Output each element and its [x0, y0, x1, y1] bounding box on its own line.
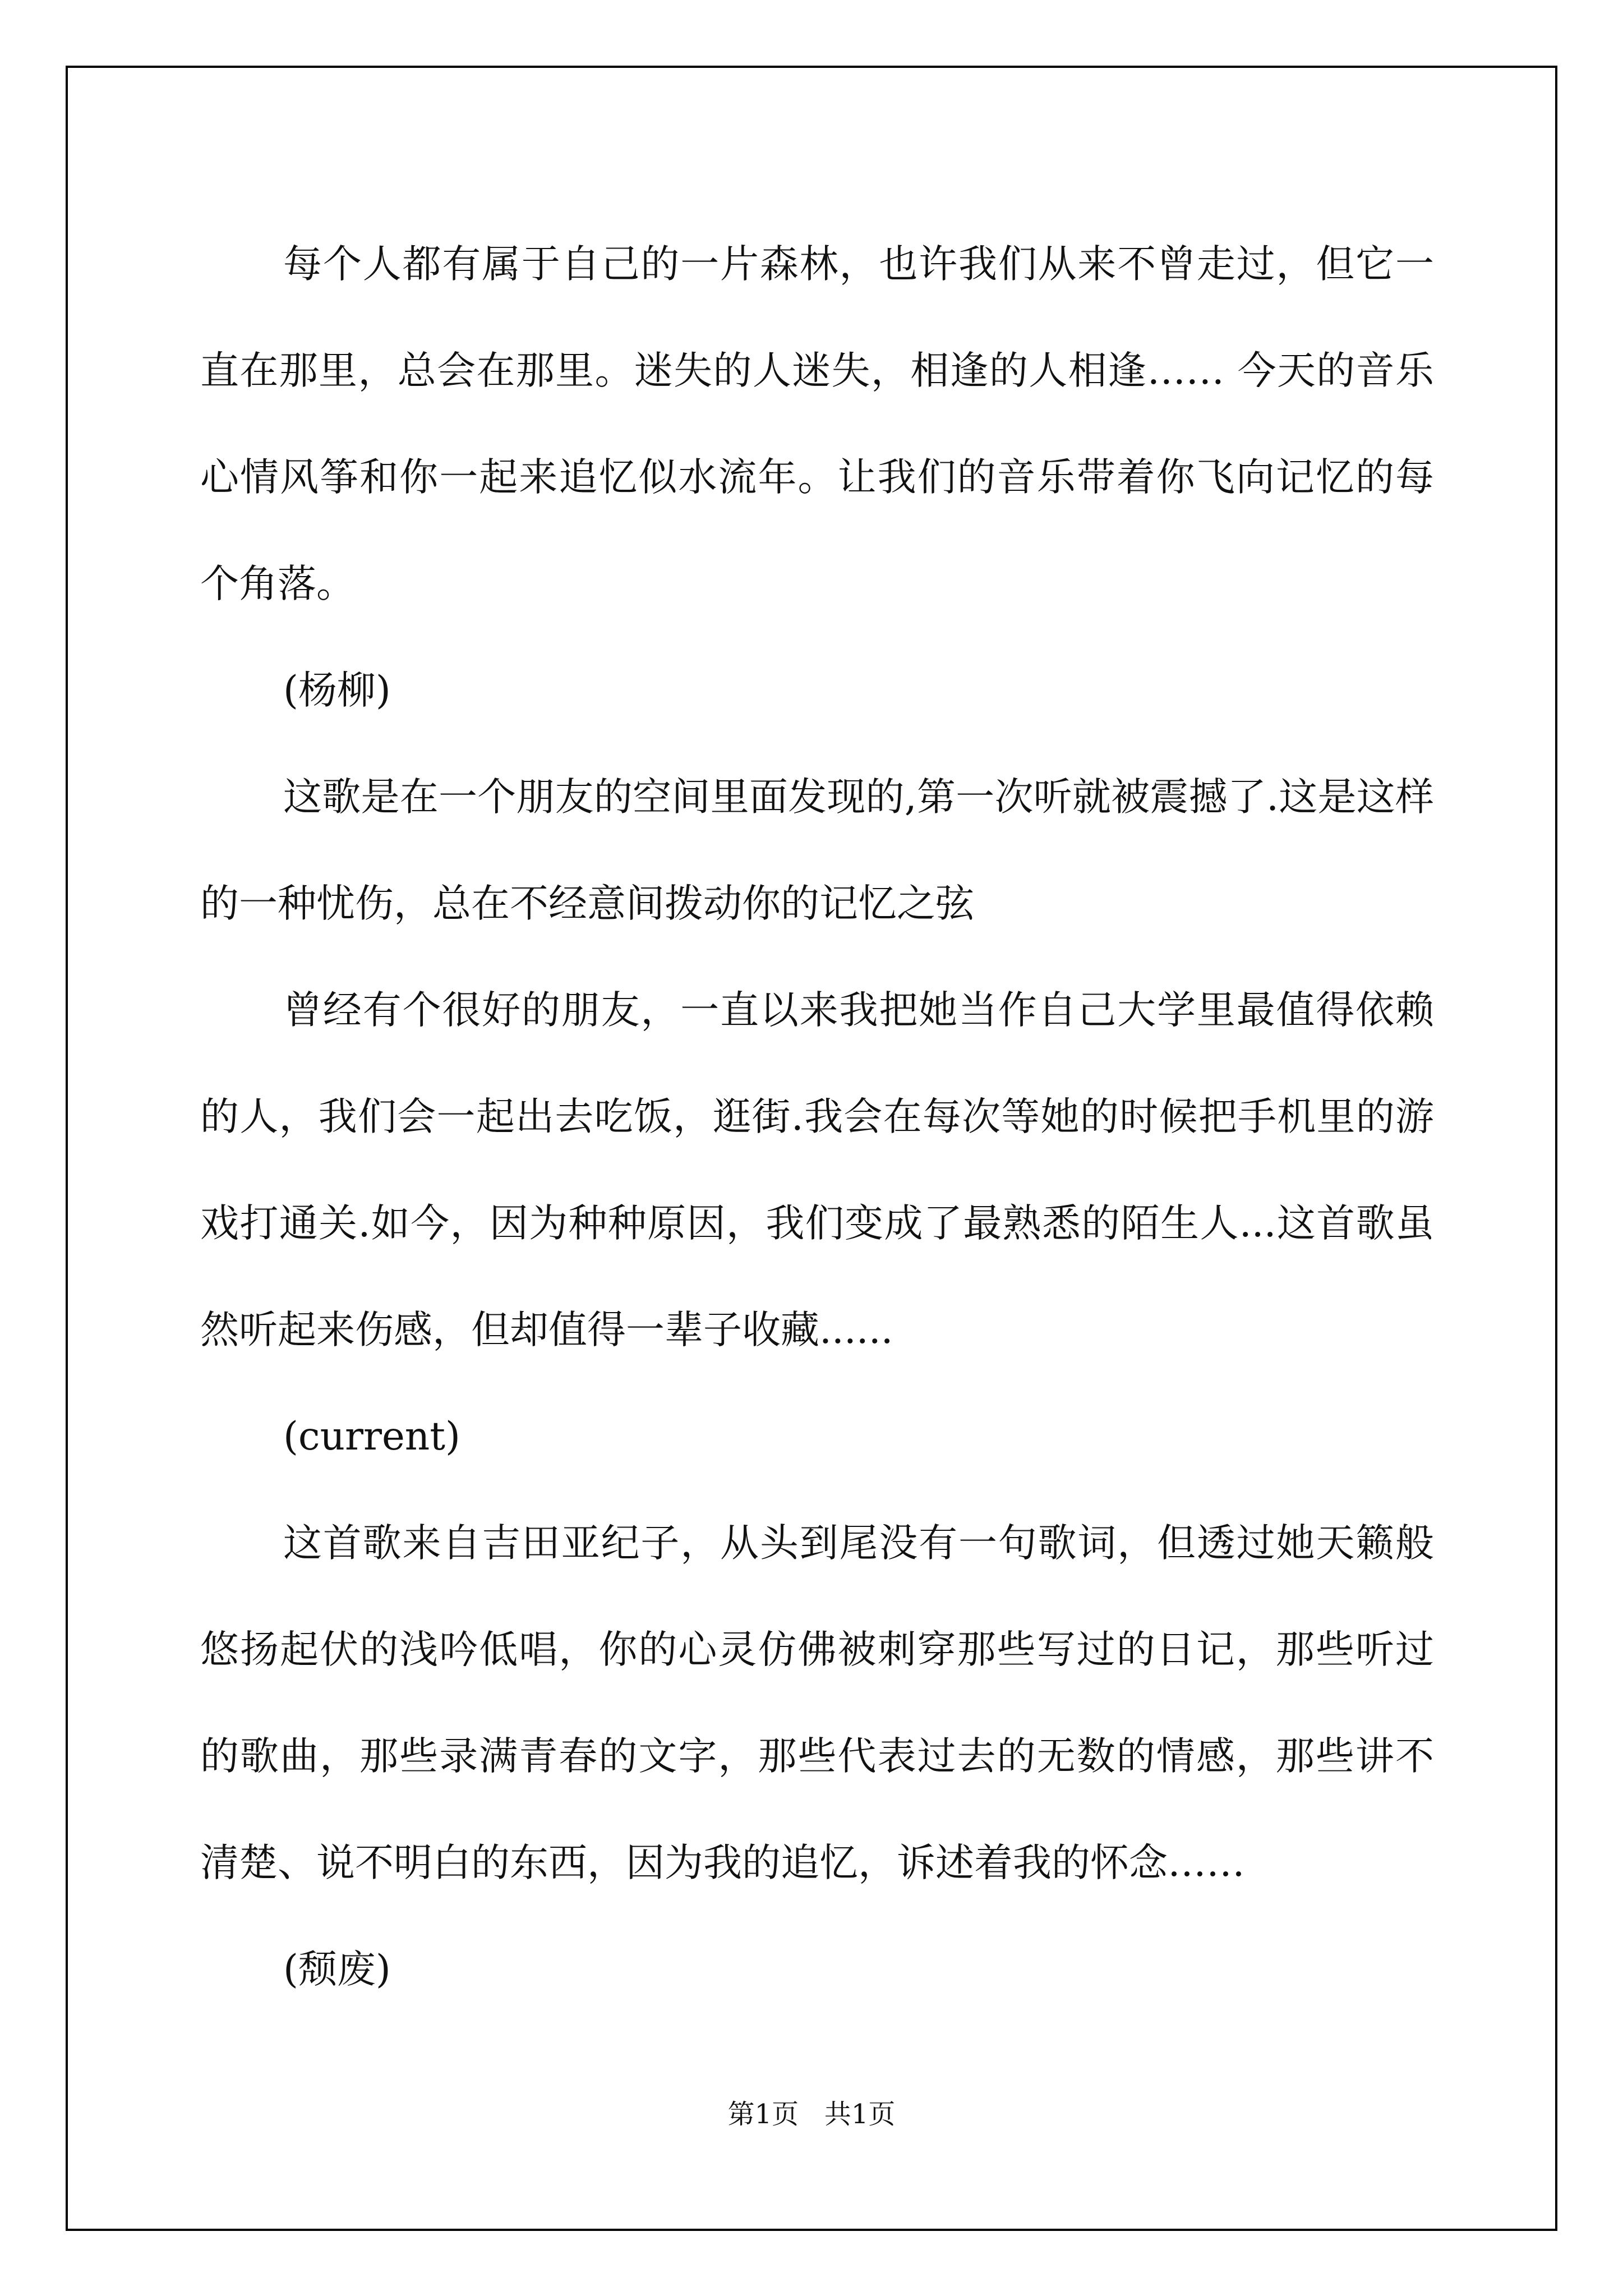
document-body — [200, 211, 1434, 2023]
paragraph-intro: 每个人都有属于自己的一片森林，也许我们从来不曾走过，但它一直在那里，总会在那里。迷失的人迷失，相逢的人相逢…… 今天的音乐心情风筝和你一起来追忆似水流年。让我们的音乐带着你飞向记忆的每个角落。 — [200, 242, 1434, 606]
paragraph-author-current: (current) — [283, 1414, 460, 1459]
paragraph-comment-3: 这首歌来自吉田亚纪子，从头到尾没有一句歌词，但透过她天籁般悠扬起伏的浅吟低唱，你的心灵仿佛被刺穿那些写过的日记，那些听过的歌曲，那些录满青春的文字，那些代表过去的无数的情感，那些讲不清楚、说不明白的东西，因为我的追忆，诉述着我的怀念…… — [200, 1521, 1434, 1885]
paragraph-comment-2: 曾经有个很好的朋友，一直以来我把她当作自己大学里最值得依赖的人，我们会一起出去吃饭，逛街.我会在每次等她的时候把手机里的游戏打通关.如今，因为种种原因，我们变成了最熟悉的陌生人...这首歌虽然听起来伤感，但却值得一辈子收藏...... — [200, 988, 1434, 1352]
paragraph-author-tuifei: (颓废) — [283, 1947, 391, 1992]
paragraph-comment-1: 这歌是在一个朋友的空间里面发现的,第一次听就被震撼了.这是这样的一种忧伤，总在不经意间拨动你的记忆之弦 — [200, 775, 1434, 926]
page-footer: 第1页 共1页 — [727, 2099, 896, 2130]
paragraph-author-yangliu: (杨柳) — [283, 668, 391, 713]
